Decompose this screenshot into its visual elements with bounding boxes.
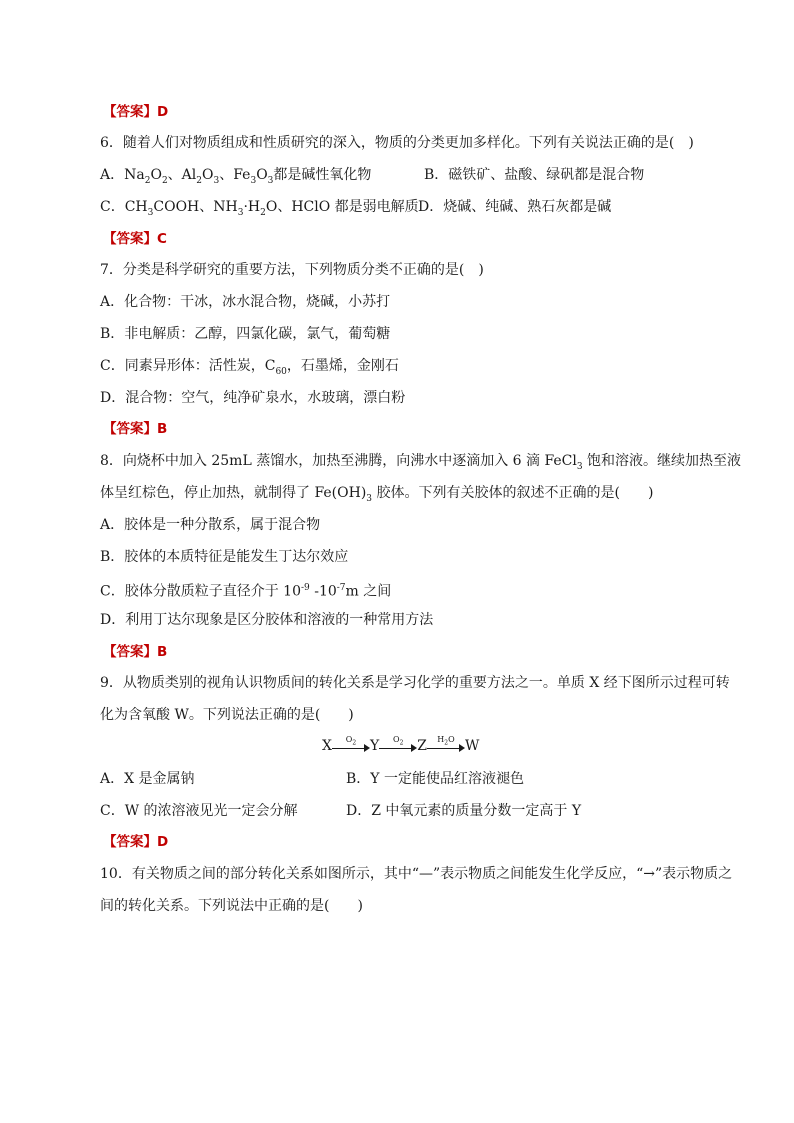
q9-stem-line1: 9．从物质类别的视角认识物质间的转化关系是学习化学的重要方法之一。单质 X 经下图所示过程可转 <box>100 675 730 691</box>
answer-q7-value: B <box>157 421 168 437</box>
q6-option-d: D．烧碱、纯碱、熟石灰都是碱 <box>418 199 612 215</box>
reaction-scheme <box>322 736 479 756</box>
q8-option-d: D．利用丁达尔现象是区分胶体和溶液的一种常用方法 <box>100 612 434 628</box>
condition-h2o: $H_2O$ <box>437 735 455 747</box>
q7-option-c: C．同素异形体：活性炭，$C_{60}$，石墨烯，金刚石 <box>100 358 399 377</box>
q7-option-d: D．混合物：空气，纯净矿泉水，水玻璃，漂白粉 <box>100 390 406 406</box>
q9-option-a: A．X 是金属钠 <box>100 771 195 787</box>
q8-option-c: C．胶体分散质粒子直径介于 $10^{-9}$ $-10^{-7}m$ 之间 <box>100 583 392 600</box>
answer-q5: 【答案】D <box>103 104 169 120</box>
q6-option-b: B．磁铁矿、盐酸、绿矾都是混合物 <box>424 167 645 183</box>
q9-option-b: B．Y 一定能使品红溶液褪色 <box>346 771 524 787</box>
species-z: Z <box>417 738 427 754</box>
answer-q6-value: C <box>157 231 167 247</box>
species-y: Y <box>369 738 380 754</box>
q9-stem-line2: 化为含氧酸 W。下列说法正确的是( ) <box>100 707 354 723</box>
answer-q5-value: D <box>157 104 169 120</box>
arrow-icon <box>332 736 370 756</box>
q6-option-c: C．$CH_3COOH$、$NH_3\cdot H_2O$、HClO 都是弱电解质 <box>100 199 419 218</box>
arrow-icon <box>379 736 417 756</box>
condition-o2-first: $O_2$ <box>345 735 357 747</box>
q10-stem-line2: 间的转化关系。下列说法中正确的是( ) <box>100 898 363 914</box>
answer-q8: 【答案】B <box>103 644 168 660</box>
q6-stem: 6．随着人们对物质组成和性质研究的深入，物质的分类更加多样化。下列有关说法正确的是( ) <box>100 135 694 151</box>
q9-option-d: D．Z 中氧元素的质量分数一定高于 Y <box>346 803 582 819</box>
answer-q8-value: B <box>157 644 168 660</box>
q8-option-a: A．胶体是一种分散系，属于混合物 <box>100 517 321 533</box>
answer-q9: 【答案】D <box>103 834 169 850</box>
arrow-icon <box>427 736 465 756</box>
q9-option-c: C．W 的浓溶液见光一定会分解 <box>100 803 298 819</box>
answer-q6: 【答案】C <box>103 231 167 247</box>
q7-option-a: A．化合物：干冰，冰水混合物，烧碱，小苏打 <box>100 294 391 310</box>
answer-q9-value: D <box>157 834 169 850</box>
condition-o2-second: $O_2$ <box>393 735 404 747</box>
species-x: X <box>322 738 332 754</box>
q8-option-b: B．胶体的本质特征是能发生丁达尔效应 <box>100 549 349 565</box>
q7-option-b: B．非电解质：乙醇，四氯化碳，氯气，葡萄糖 <box>100 326 391 342</box>
q8-stem-line1: 8．向烧杯中加入 25mL 蒸馏水，加热至沸腾，向沸水中逐滴加入 6 滴 FeCl$_3$ 饱和溶液。继续加热至液 <box>100 453 742 472</box>
q8-stem-line2: 体呈红棕色，停止加热，就制得了 $Fe(OH)_3$ 胶体。下列有关胶体的叙述不正确的是( ) <box>100 485 654 504</box>
q7-stem: 7．分类是科学研究的重要方法，下列物质分类不正确的是( ) <box>100 262 484 278</box>
q6-option-a: A．$Na_2O_2$、$Al_2O_3$、$Fe_3O_3$都是碱性氧化物 <box>100 167 372 186</box>
species-w: W <box>464 738 480 754</box>
answer-q7: 【答案】B <box>103 421 168 437</box>
q10-stem-line1: 10．有关物质之间的部分转化关系如图所示，其中“—”表示物质之间能发生化学反应，“→”表示物质之 <box>100 866 733 882</box>
